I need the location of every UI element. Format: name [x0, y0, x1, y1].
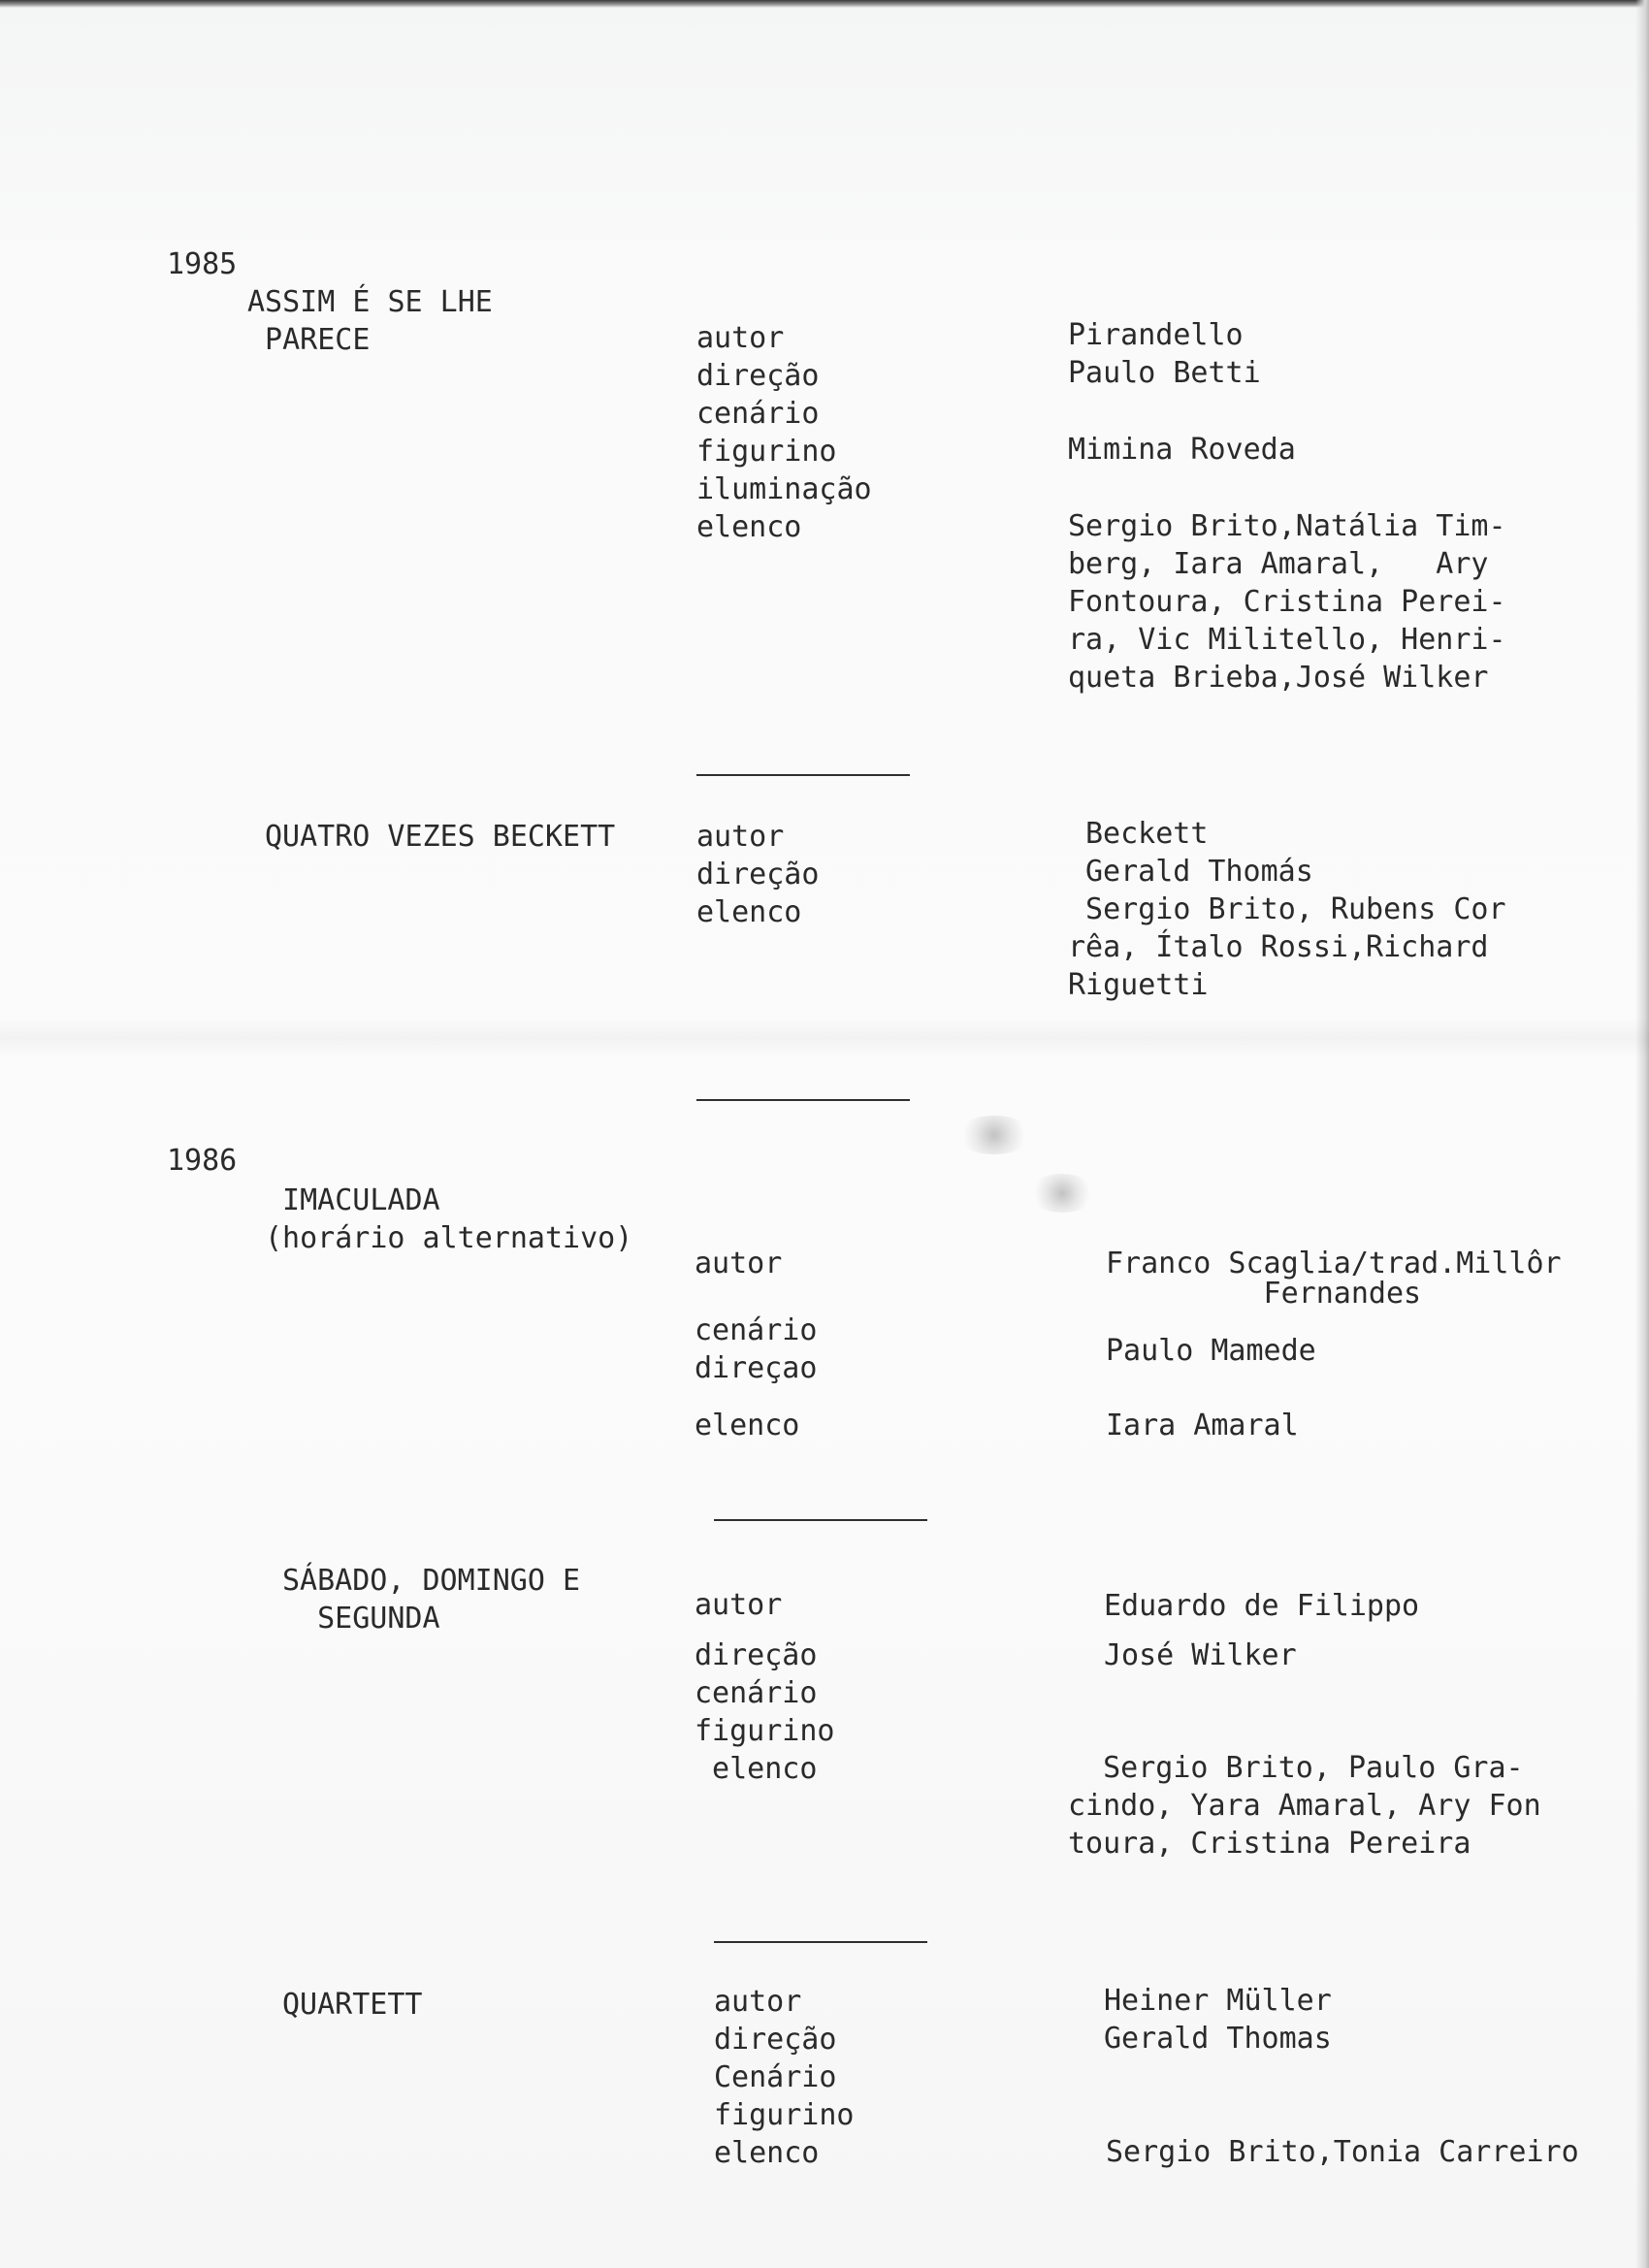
role-label: figurino: [714, 2098, 855, 2132]
credit-autor: Eduardo de Filippo: [1104, 1589, 1420, 1623]
role-label: iluminação: [696, 472, 872, 506]
credit-elenco-line: Sergio Brito, Rubens Cor: [1068, 892, 1506, 926]
paper-fold-shadow: [0, 1019, 1649, 1057]
credit-autor: Pirandello: [1068, 318, 1244, 352]
credit-elenco-line: queta Brieba,José Wilker: [1068, 661, 1489, 695]
page-top-edge: [0, 0, 1649, 8]
role-label: cenário: [696, 397, 820, 431]
role-label: autor: [696, 321, 785, 355]
play-title-line: SÁBADO, DOMINGO E: [282, 1564, 581, 1598]
role-label: direção: [696, 858, 820, 891]
credit-elenco-line: Riguetti: [1068, 968, 1209, 1002]
role-label: autor: [695, 1247, 783, 1280]
role-label: direção: [696, 359, 820, 393]
credit-direcao: José Wilker: [1104, 1638, 1297, 1672]
credit-direcao: Paulo Mamede: [1106, 1334, 1316, 1368]
year-1985: 1985: [167, 247, 238, 281]
play-title-line: PARECE: [247, 323, 371, 357]
credit-elenco: Iara Amaral: [1106, 1409, 1299, 1442]
credit-autor: Beckett: [1085, 817, 1209, 851]
role-label: direção: [714, 2023, 837, 2057]
separator-rule: [714, 1519, 927, 1521]
credit-elenco-line: Fontoura, Cristina Perei-: [1068, 585, 1506, 619]
ink-smudge: [955, 1116, 1033, 1154]
role-label: figurino: [696, 435, 837, 469]
credit-elenco-line: cindo, Yara Amaral, Ary Fon: [1068, 1789, 1541, 1823]
play-title-line: QUARTETT: [282, 1988, 423, 2022]
credit-autor: Heiner Müller: [1104, 1984, 1332, 2018]
play-title-line: SEGUNDA: [282, 1602, 440, 1636]
credit-elenco-line: Sergio Brito, Paulo Gra-: [1068, 1751, 1524, 1785]
credit-elenco-line: berg, Iara Amaral, Ary: [1068, 547, 1489, 581]
separator-rule: [714, 1941, 927, 1943]
separator-rule: [696, 774, 910, 776]
play-title-line: (horário alternativo): [265, 1221, 633, 1255]
credit-elenco-line: rêa, Ítalo Rossi,Richard: [1068, 930, 1489, 964]
credit-elenco-line: toura, Cristina Pereira: [1068, 1827, 1471, 1861]
separator-rule: [696, 1099, 910, 1101]
play-title-line: IMACULADA: [265, 1183, 440, 1217]
role-label: autor: [695, 1588, 783, 1622]
credit-direcao: Gerald Thomás: [1085, 855, 1313, 889]
role-label: Cenário: [714, 2060, 837, 2094]
page-right-edge: [1635, 0, 1649, 2268]
role-label: autor: [696, 820, 785, 854]
role-label: autor: [714, 1985, 802, 2019]
role-label: figurino: [695, 1714, 835, 1748]
credit-direcao: Paulo Betti: [1068, 356, 1261, 390]
role-label: direção: [695, 1638, 818, 1672]
role-label: direçao: [695, 1351, 818, 1385]
credit-figurino: Mimina Roveda: [1068, 433, 1296, 467]
credit-autor-line: Fernandes: [1106, 1277, 1422, 1311]
year-1986: 1986: [167, 1144, 238, 1178]
credit-elenco-line: Sergio Brito,Natália Tim-: [1068, 509, 1506, 543]
role-label: elenco: [695, 1752, 818, 1786]
role-label: elenco: [696, 895, 802, 929]
play-title-line: QUATRO VEZES BECKETT: [265, 820, 616, 854]
credit-direcao: Gerald Thomas: [1104, 2022, 1332, 2056]
role-label: elenco: [696, 510, 802, 544]
role-label: cenário: [695, 1676, 818, 1710]
role-label: elenco: [695, 1409, 800, 1442]
play-title-line: ASSIM É SE LHE: [247, 285, 493, 319]
credit-elenco: Sergio Brito,Tonia Carreiro: [1106, 2135, 1579, 2169]
ink-smudge: [1028, 1174, 1096, 1213]
role-label: cenário: [695, 1313, 818, 1347]
role-label: elenco: [714, 2136, 820, 2170]
credit-autor-line: Franco Scaglia/trad.Millôr: [1106, 1247, 1562, 1280]
credit-elenco-line: ra, Vic Militello, Henri-: [1068, 623, 1506, 657]
